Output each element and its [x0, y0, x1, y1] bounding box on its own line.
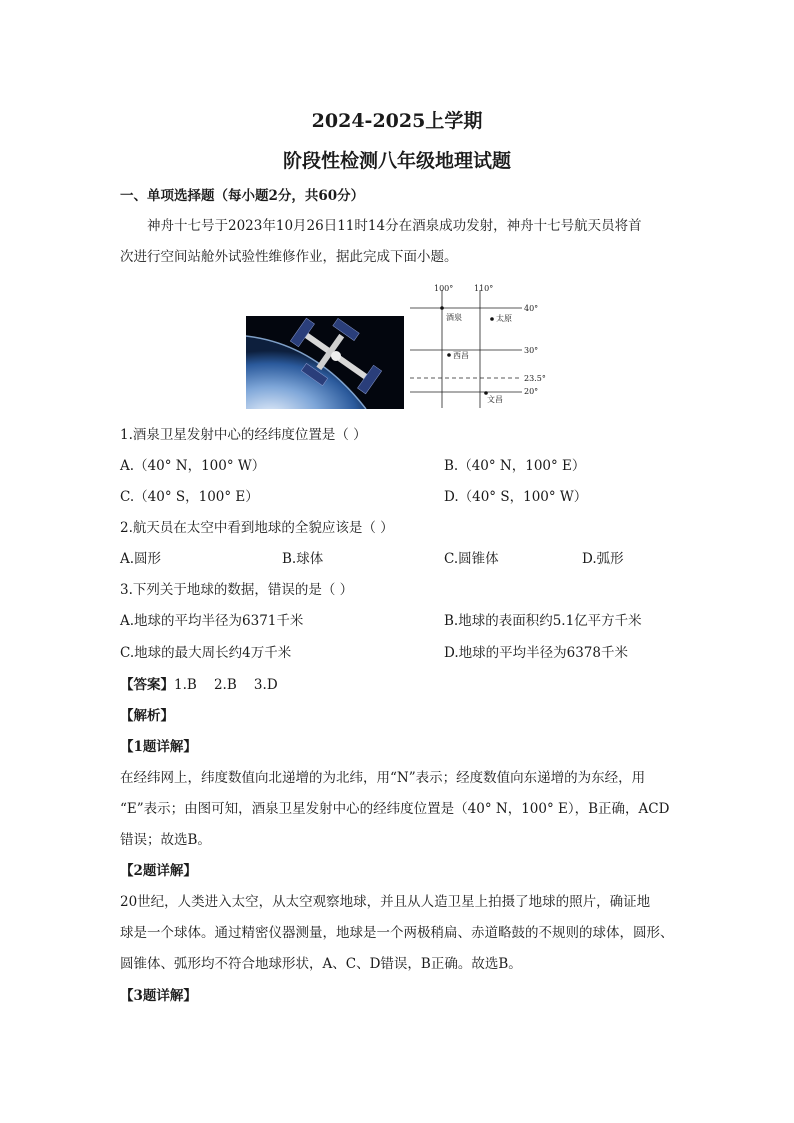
place-taiyuan: 太原 — [496, 314, 512, 323]
question-3-option-c: C.地球的最大周长约4万千米 — [120, 645, 292, 661]
question-3-stem: 3.下列关于地球的数据，错误的是（ ） — [120, 582, 354, 598]
answer-label: 【答案】 — [120, 677, 174, 693]
intro-line-2: 次进行空间站舱外试验性维修作业，据此完成下面小题。 — [120, 249, 458, 265]
space-station-photo — [246, 316, 404, 409]
question-1-stem: 1.酒泉卫星发射中心的经纬度位置是（ ） — [120, 427, 367, 443]
question-2-option-d: D.弧形 — [582, 551, 624, 567]
q3-analysis-heading: 【3题详解】 — [120, 988, 197, 1004]
lon-label-100: 100° — [434, 284, 454, 293]
question-1-option-c: C.（40° S，100° E） — [120, 489, 259, 505]
question-3-option-b: B.地球的表面积约5.1亿平方千米 — [444, 613, 642, 629]
lon-label-110: 110° — [474, 284, 494, 293]
question-1-option-a: A.（40° N，100° W） — [120, 458, 266, 474]
lat-label-30: 30° — [524, 346, 539, 355]
place-wenchang: 文昌 — [487, 395, 503, 404]
question-1-option-d: D.（40° S，100° W） — [444, 489, 588, 505]
answer-line — [120, 675, 278, 695]
question-3-option-a: A.地球的平均半径为6371千米 — [120, 613, 304, 629]
q2-analysis-line-2: 球是一个球体。通过精密仪器测量，地球是一个两极稍扁、赤道略鼓的不规则的球体，圆形、 — [120, 925, 674, 941]
title-exam: 阶段性检测八年级地理试题 — [282, 150, 511, 172]
latitude-longitude-map — [406, 282, 556, 408]
lat-label-20: 20° — [524, 387, 539, 396]
q2-analysis-line-3: 圆锥体、弧形均不符合地球形状，A、C、D错误，B正确。故选B。 — [120, 956, 522, 972]
lat-label-23-5: 23.5° — [524, 374, 546, 383]
q2-analysis-heading: 【2题详解】 — [120, 863, 197, 879]
place-xichang: 西昌 — [453, 351, 469, 360]
q1-analysis-line-2: “E”表示；由图可知，酒泉卫星发射中心的经纬度位置是（40° N，100° E），B正确，ACD — [120, 801, 670, 817]
question-2-option-b: B.球体 — [282, 551, 324, 567]
place-jiuquan: 酒泉 — [446, 313, 462, 322]
title-year: 2024-2025上学期 — [311, 110, 483, 132]
q1-analysis-line-1: 在经纬网上，纬度数值向北递增的为北纬，用“N”表示；经度数值向东递增的为东经，用 — [120, 770, 646, 786]
q1-analysis-heading: 【1题详解】 — [120, 739, 197, 755]
question-2-option-a: A.圆形 — [120, 551, 162, 567]
analysis-heading: 【解析】 — [120, 708, 174, 724]
question-2-option-c: C.圆锥体 — [444, 551, 499, 567]
question-1-option-b: B.（40° N，100° E） — [444, 458, 586, 474]
answer-text: 1.B 2.B 3.D — [174, 677, 278, 693]
section-heading: 一、单项选择题（每小题2分，共60分） — [120, 188, 365, 204]
q1-analysis-line-3: 错误；故选B。 — [120, 832, 211, 848]
intro-line-1: 神舟十七号于2023年10月26日11时14分在酒泉成功发射，神舟十七号航天员将首 — [147, 218, 642, 234]
q2-analysis-line-1: 20世纪，人类进入太空，从太空观察地球，并且从人造卫星上拍摄了地球的照片，确证地 — [120, 894, 651, 910]
question-2-stem: 2.航天员在太空中看到地球的全貌应该是（ ） — [120, 520, 394, 536]
lat-label-40: 40° — [524, 304, 539, 313]
question-3-option-d: D.地球的平均半径为6378千米 — [444, 645, 628, 661]
